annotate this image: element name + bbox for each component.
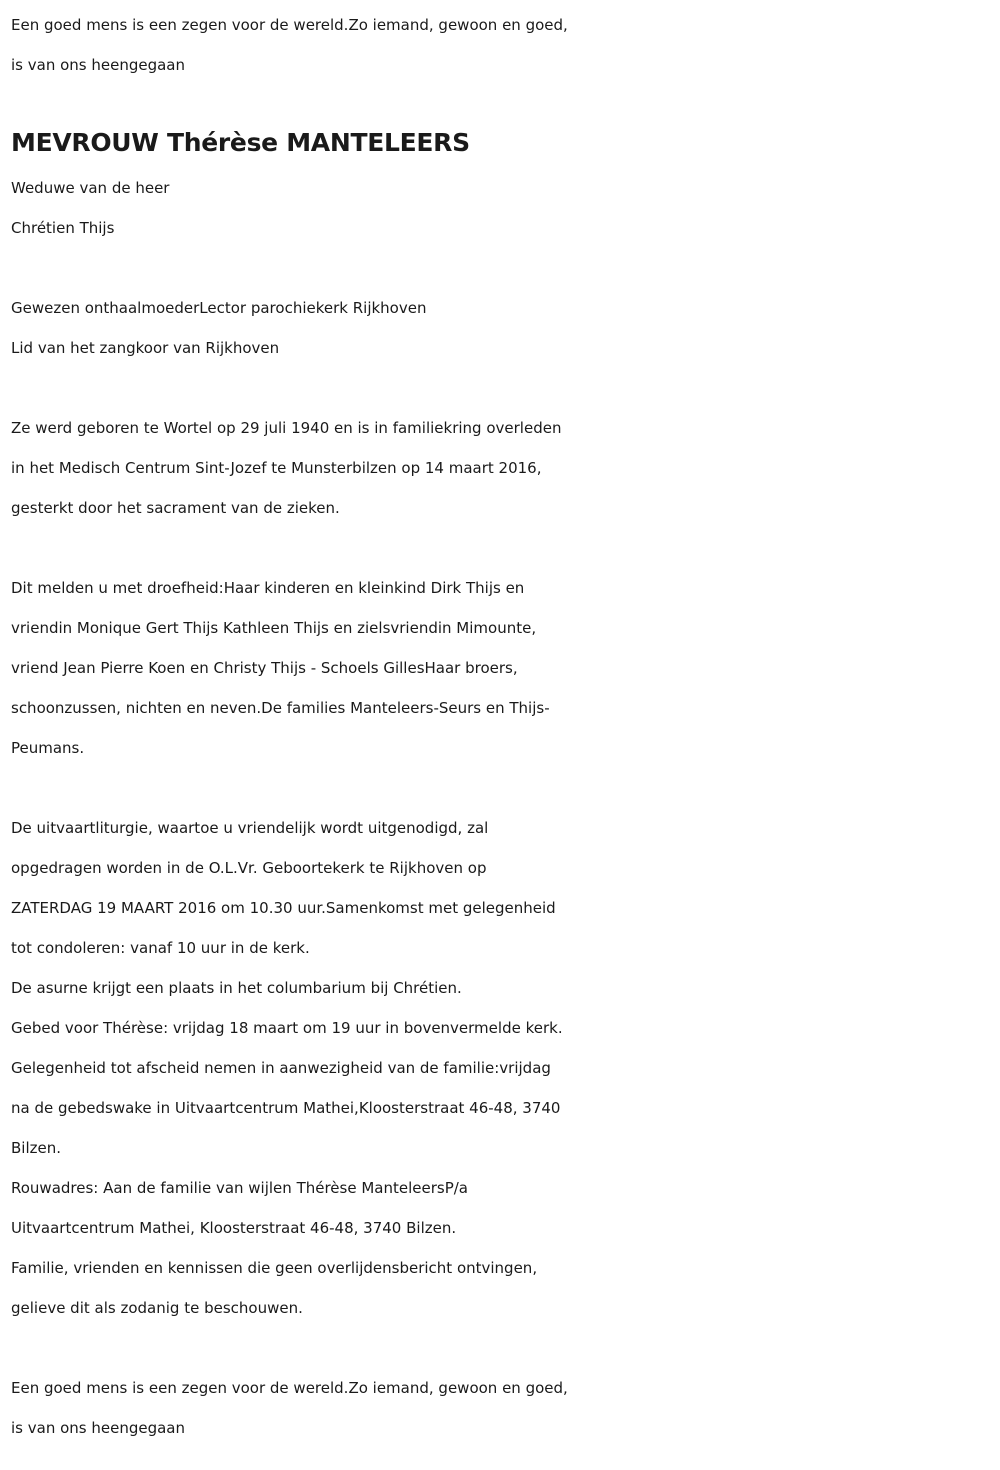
paragraph-line: ZATERDAG 19 MAART 2016 om 10.30 uur.Samenkomst met gelegenheid <box>11 899 556 917</box>
intro-line: is van ons heengegaan <box>11 56 185 74</box>
spouse-block <box>11 168 1000 248</box>
paragraph-line: De uitvaartliturgie, waartoe u vriendelijk wordt uitgenodigd, zal <box>11 819 489 837</box>
family-paragraph <box>11 568 1000 768</box>
intro-line: Een goed mens is een zegen voor de wereld.Zo iemand, gewoon en goed, <box>11 16 568 34</box>
closing-quote <box>11 1368 1000 1448</box>
role-line: Gewezen onthaalmoederLector parochiekerk Rijkhoven <box>11 299 427 317</box>
spouse-line: Weduwe van de heer <box>11 179 170 197</box>
paragraph-line: gelieve dit als zodanig te beschouwen. <box>11 1299 303 1317</box>
paragraph-line: opgedragen worden in de O.L.Vr. Geboortekerk te Rijkhoven op <box>11 859 487 877</box>
paragraph-line: vriend Jean Pierre Koen en Christy Thijs - Schoels GillesHaar broers, <box>11 659 518 677</box>
paragraph-line: Ze werd geboren te Wortel op 29 juli 1940 en is in familiekring overleden <box>11 419 562 437</box>
closing-line: Een goed mens is een zegen voor de wereld.Zo iemand, gewoon en goed, <box>11 1379 568 1397</box>
intro-quote <box>11 5 1000 85</box>
funeral-paragraph <box>11 808 1000 1328</box>
spacer <box>11 528 1000 568</box>
paragraph-line: schoonzussen, nichten en neven.De families Manteleers-Seurs en Thijs- <box>11 699 550 717</box>
paragraph-line: Bilzen. <box>11 1139 62 1157</box>
spacer <box>11 248 1000 288</box>
spacer <box>11 768 1000 808</box>
paragraph-line: in het Medisch Centrum Sint-Jozef te Munsterbilzen op 14 maart 2016, <box>11 459 542 477</box>
deceased-name-title: MEVROUW Thérèse MANTELEERS <box>11 128 470 157</box>
paragraph-line: Gebed voor Thérèse: vrijdag 18 maart om 19 uur in bovenvermelde kerk. <box>11 1019 563 1037</box>
paragraph-line: Gelegenheid tot afscheid nemen in aanwezigheid van de familie:vrijdag <box>11 1059 551 1077</box>
paragraph-line: Uitvaartcentrum Mathei, Kloosterstraat 46-48, 3740 Bilzen. <box>11 1219 457 1237</box>
paragraph-line: gesterkt door het sacrament van de zieken. <box>11 499 340 517</box>
paragraph-line: na de gebedswake in Uitvaartcentrum Mathei,Kloosterstraat 46-48, 3740 <box>11 1099 561 1117</box>
paragraph-line: vriendin Monique Gert Thijs Kathleen Thijs en zielsvriendin Mimounte, <box>11 619 537 637</box>
paragraph-line: Familie, vrienden en kennissen die geen overlijdensbericht ontvingen, <box>11 1259 538 1277</box>
paragraph-line: Peumans. <box>11 739 85 757</box>
paragraph-line: De asurne krijgt een plaats in het columbarium bij Chrétien. <box>11 979 462 997</box>
spacer <box>11 368 1000 408</box>
role-line: Lid van het zangkoor van Rijkhoven <box>11 339 280 357</box>
spacer <box>11 1328 1000 1368</box>
closing-line: is van ons heengegaan <box>11 1419 185 1437</box>
paragraph-line: tot condoleren: vanaf 10 uur in de kerk. <box>11 939 310 957</box>
roles-block <box>11 288 1000 368</box>
birth-death-paragraph <box>11 408 1000 528</box>
paragraph-line: Rouwadres: Aan de familie van wijlen Thérèse ManteleersP/a <box>11 1179 468 1197</box>
spouse-line: Chrétien Thijs <box>11 219 115 237</box>
paragraph-line: Dit melden u met droefheid:Haar kinderen en kleinkind Dirk Thijs en <box>11 579 525 597</box>
